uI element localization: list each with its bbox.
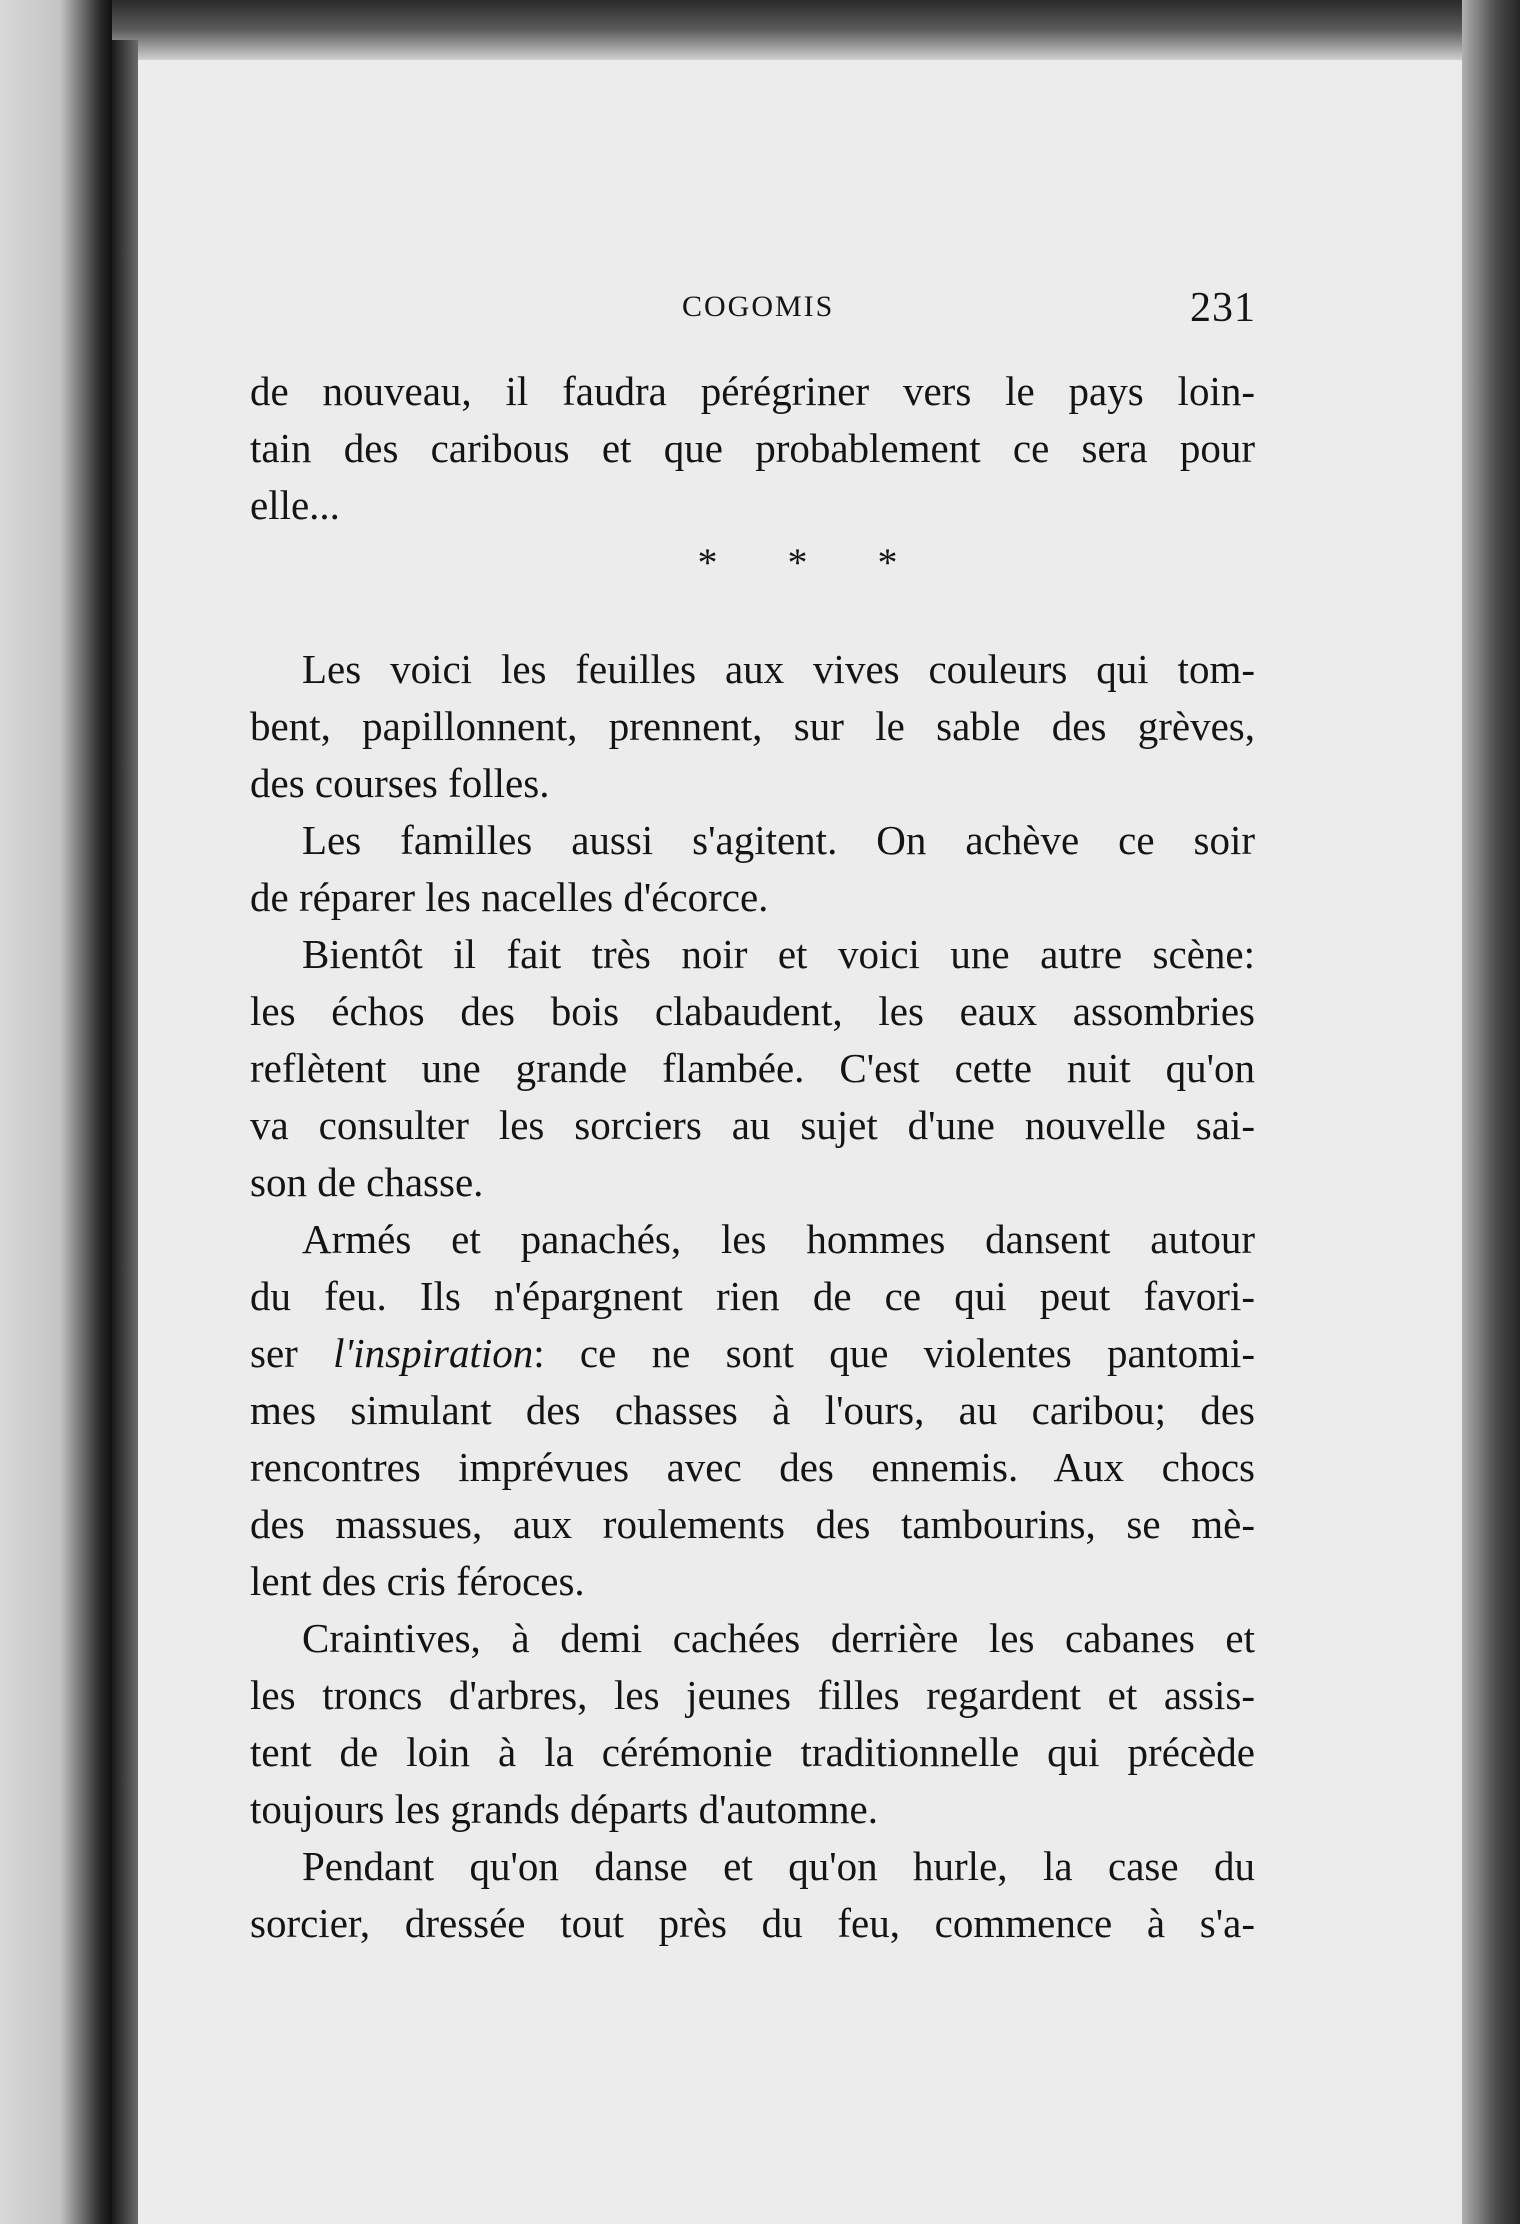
text-line: de nouveau, il faudra pérégriner vers le pays loin-	[250, 368, 1255, 414]
text-line: lent des cris féroces.	[250, 1558, 585, 1604]
text-line: toujours les grands départs d'automne.	[250, 1786, 878, 1832]
text-line: Les familles aussi s'agitent. On achève ce soir	[302, 817, 1255, 863]
text-line: des massues, aux roulements des tambourins, se mè-	[250, 1501, 1255, 1547]
book-spine-shadow	[112, 40, 138, 2224]
text-line: du feu. Ils n'épargnent rien de ce qui peut favori-	[250, 1273, 1255, 1319]
text-fragment: ser	[250, 1330, 334, 1376]
text-line: tain des caribous et que probablement ce sera pour	[250, 425, 1255, 471]
page-number: 231	[1190, 285, 1256, 331]
body-text	[250, 363, 1255, 1952]
top-shadow	[112, 0, 1520, 60]
text-line: bent, papillonnent, prennent, sur le sable des grèves,	[250, 703, 1255, 749]
text-line-with-italic	[250, 1325, 1255, 1382]
text-line: tent de loin à la cérémonie traditionnelle qui précède	[250, 1729, 1255, 1775]
text-line: les échos des bois clabaudent, les eaux assombries	[250, 988, 1255, 1034]
text-line: sorcier, dressée tout près du feu, commence à s'a-	[250, 1900, 1255, 1946]
text-line: Les voici les feuilles aux vives couleurs qui tom-	[302, 646, 1255, 692]
text-line: Armés et panachés, les hommes dansent autour	[302, 1216, 1255, 1262]
text-line: va consulter les sorciers au sujet d'une nouvelle sai-	[250, 1102, 1255, 1148]
running-title: COGOMIS	[682, 290, 835, 323]
page-header	[0, 285, 1520, 340]
italic-word: l'inspiration	[333, 1330, 534, 1376]
text-line: des courses folles.	[250, 760, 550, 806]
text-line: Pendant qu'on danse et qu'on hurle, la case du	[302, 1843, 1255, 1889]
text-line: rencontres imprévues avec des ennemis. Aux chocs	[250, 1444, 1255, 1490]
section-separator: * * *	[697, 540, 928, 585]
text-line: elle...	[250, 482, 340, 528]
text-line: les troncs d'arbres, les jeunes filles regardent et assis-	[250, 1672, 1255, 1718]
text-line: Bientôt il fait très noir et voici une autre scène:	[302, 931, 1255, 977]
text-line: Craintives, à demi cachées derrière les cabanes et	[302, 1615, 1255, 1661]
text-line: de réparer les nacelles d'écorce.	[250, 874, 769, 920]
text-line: reflètent une grande flambée. C'est cette nuit qu'on	[250, 1045, 1255, 1091]
text-fragment: : ce ne sont que violentes pantomi-	[533, 1330, 1255, 1376]
text-line: son de chasse.	[250, 1159, 484, 1205]
text-line: mes simulant des chasses à l'ours, au caribou; des	[250, 1387, 1255, 1433]
